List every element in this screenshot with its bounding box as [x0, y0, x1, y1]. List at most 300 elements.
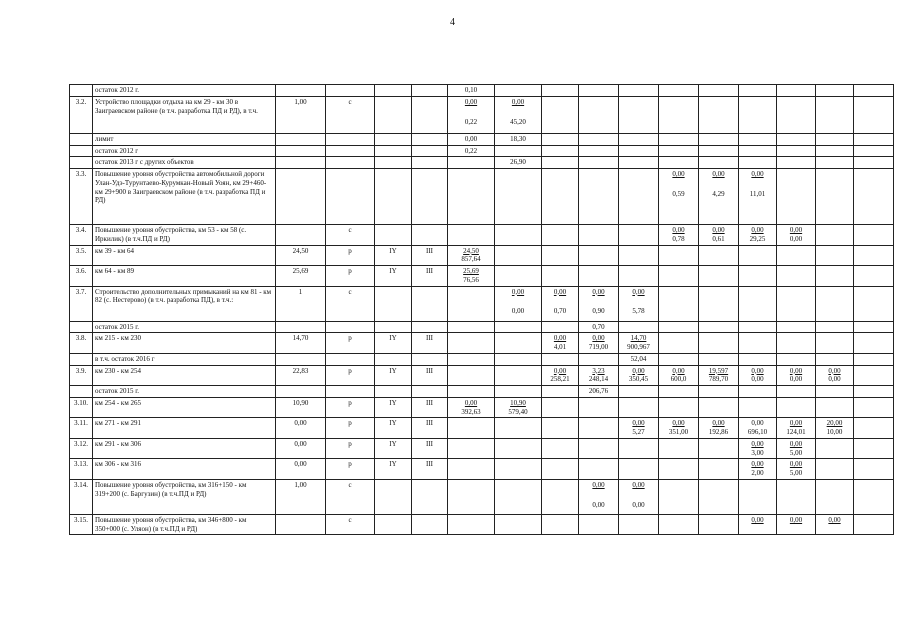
- year-value-cell: [777, 225, 816, 246]
- year-value-cell: [579, 266, 619, 287]
- year-value-cell: [777, 266, 816, 287]
- year-value-cell: [579, 245, 619, 266]
- year-value-cell: [816, 145, 854, 157]
- year-value-cell: [542, 225, 579, 246]
- value-text: 0,00: [464, 134, 478, 143]
- description-cell: км 230 - км 254: [93, 365, 276, 386]
- year-value-cell: [659, 397, 699, 418]
- row-number-cell: 3.8.: [70, 333, 93, 354]
- value-text: [701, 179, 736, 190]
- value-text: 0,70: [553, 307, 567, 316]
- row-number-cell: 3.14.: [70, 479, 93, 514]
- value-text: 4,29: [712, 189, 725, 198]
- year-value-cell: [777, 333, 816, 354]
- year-value-cell: [542, 145, 579, 157]
- value-text: 0,00: [712, 226, 725, 234]
- value-text: 45,20: [510, 117, 526, 126]
- description-cell: км 254 - км 265: [93, 397, 276, 418]
- year-value-cell: [699, 459, 739, 480]
- value-text: 0,00: [464, 398, 478, 407]
- category-cell: [375, 286, 412, 321]
- year-value-cell: [816, 514, 854, 535]
- description-cell: Повышение уровня обустройства, км 53 - км 58 (с. Иркилик) (в т.ч.ПД и РД): [93, 225, 276, 246]
- year-value-cell: [739, 266, 777, 287]
- year-value-cell: [619, 333, 659, 354]
- year-value-cell: [619, 418, 659, 439]
- value-text: 0,00: [789, 375, 803, 384]
- year-value-cell: [448, 418, 495, 439]
- year-value-cell: [448, 85, 495, 97]
- year-value-cell: [619, 386, 659, 398]
- category-cell: [375, 169, 412, 225]
- year-value-cell: [448, 145, 495, 157]
- value-text: 0,00: [464, 97, 478, 106]
- year-value-cell: [542, 133, 579, 145]
- category-cell: IY: [375, 418, 412, 439]
- year-value-cell: [619, 353, 659, 365]
- value-text: 24,50: [463, 246, 479, 255]
- year-value-cell: [816, 365, 854, 386]
- category-cell: [375, 145, 412, 157]
- year-value-cell: [777, 157, 816, 169]
- year-value-cell: [579, 157, 619, 169]
- year-value-cell: [619, 157, 659, 169]
- year-value-cell: [495, 133, 542, 145]
- length-cell: [276, 225, 326, 246]
- value-text: 0,00: [712, 419, 725, 428]
- description-cell: км 271 - км 291: [93, 418, 276, 439]
- category-after-cell: III: [412, 333, 448, 354]
- year-value-cell: [542, 266, 579, 287]
- length-cell: [276, 133, 326, 145]
- year-value-cell: [854, 514, 894, 535]
- table-row: [70, 133, 894, 145]
- value-text: 0,00: [592, 287, 605, 296]
- description-cell: остаток 2015 г.: [93, 386, 276, 398]
- year-value-cell: [619, 169, 659, 225]
- year-value-cell: [495, 397, 542, 418]
- description-cell: Повышение уровня обустройства, км 346+800 - км 350+000 (с. Уляон) (в т.ч.ПД и РД): [93, 514, 276, 535]
- year-value-cell: [777, 438, 816, 459]
- table-row: [70, 225, 894, 246]
- year-value-cell: [495, 169, 542, 225]
- value-text: 0,00: [511, 307, 525, 316]
- row-number-cell: 3.10.: [70, 397, 93, 418]
- row-number-cell: 3.13.: [70, 459, 93, 480]
- length-cell: [276, 353, 326, 365]
- value-text: 10,00: [826, 428, 843, 436]
- description-cell: остаток 2012 г: [93, 145, 276, 157]
- year-value-cell: [448, 514, 495, 535]
- year-value-cell: [854, 169, 894, 225]
- value-text: 26,90: [510, 158, 526, 167]
- category-after-cell: [412, 386, 448, 398]
- category-cell: IY: [375, 459, 412, 480]
- work-type-cell: [326, 386, 375, 398]
- category-after-cell: III: [412, 459, 448, 480]
- year-value-cell: [739, 245, 777, 266]
- year-value-cell: [659, 353, 699, 365]
- row-number-cell: 3.6.: [70, 266, 93, 287]
- year-value-cell: [816, 245, 854, 266]
- category-cell: IY: [375, 333, 412, 354]
- value-text: [581, 296, 616, 307]
- year-value-cell: [854, 266, 894, 287]
- value-text: 0,70: [592, 322, 605, 331]
- category-after-cell: III: [412, 418, 448, 439]
- year-value-cell: [777, 514, 816, 535]
- row-number-cell: [70, 321, 93, 333]
- work-type-cell: [326, 85, 375, 97]
- work-type-cell: [326, 145, 375, 157]
- year-value-cell: [495, 145, 542, 157]
- table-row: [70, 479, 894, 514]
- year-value-cell: [619, 133, 659, 145]
- value-text: 5,00: [789, 448, 803, 457]
- year-value-cell: [579, 96, 619, 133]
- year-value-cell: [448, 96, 495, 133]
- year-value-cell: [448, 321, 495, 333]
- year-value-cell: [619, 321, 659, 333]
- value-text: 0,00: [828, 366, 841, 375]
- year-value-cell: [619, 479, 659, 514]
- value-text: 0,00: [511, 97, 525, 106]
- description-cell: Устройство площадки отдыха на км 29 - км 30 в Заиграевском районе (в т.ч. разработка ПД и РД), в т.ч.: [93, 96, 276, 133]
- value-text: 0,22: [464, 117, 478, 126]
- year-value-cell: [854, 479, 894, 514]
- value-text: 0,22: [464, 146, 478, 155]
- year-value-cell: [854, 333, 894, 354]
- row-number-cell: [70, 133, 93, 145]
- value-text: 0,00: [632, 366, 645, 375]
- year-value-cell: [739, 333, 777, 354]
- table-row: [70, 418, 894, 439]
- category-cell: [375, 386, 412, 398]
- value-text: 20,00: [826, 419, 843, 428]
- category-cell: [375, 85, 412, 97]
- category-after-cell: [412, 225, 448, 246]
- category-after-cell: [412, 479, 448, 514]
- value-text: 0,00: [553, 366, 567, 375]
- year-value-cell: [542, 96, 579, 133]
- value-text: 0,00: [828, 375, 841, 384]
- year-value-cell: [495, 353, 542, 365]
- category-cell: [375, 157, 412, 169]
- value-text: 2,00: [751, 469, 764, 477]
- value-text: 4,01: [553, 343, 567, 351]
- category-cell: IY: [375, 266, 412, 287]
- value-text: 0,00: [511, 287, 525, 296]
- work-type-cell: р: [326, 333, 375, 354]
- table-row: [70, 459, 894, 480]
- year-value-cell: [448, 333, 495, 354]
- year-value-cell: [579, 85, 619, 97]
- row-number-cell: [70, 145, 93, 157]
- length-cell: [276, 145, 326, 157]
- year-value-cell: [619, 514, 659, 535]
- year-value-cell: [542, 321, 579, 333]
- description-cell: остаток 2015 г.: [93, 321, 276, 333]
- year-value-cell: [777, 386, 816, 398]
- category-cell: [375, 479, 412, 514]
- value-text: 0,00: [632, 500, 645, 509]
- year-value-cell: [495, 333, 542, 354]
- year-value-cell: [699, 321, 739, 333]
- year-value-cell: [659, 169, 699, 225]
- year-value-cell: [542, 333, 579, 354]
- year-value-cell: [542, 386, 579, 398]
- length-cell: [276, 321, 326, 333]
- year-value-cell: [495, 96, 542, 133]
- year-value-cell: [739, 133, 777, 145]
- year-value-cell: [816, 96, 854, 133]
- year-value-cell: [699, 145, 739, 157]
- description-cell: в т.ч. остаток 2016 г: [93, 353, 276, 365]
- category-after-cell: [412, 133, 448, 145]
- year-value-cell: [579, 286, 619, 321]
- year-value-cell: [448, 438, 495, 459]
- category-after-cell: III: [412, 397, 448, 418]
- value-text: 19,597: [708, 366, 729, 375]
- value-text: 0,00: [789, 234, 803, 243]
- year-value-cell: [777, 85, 816, 97]
- year-value-cell: [659, 438, 699, 459]
- year-value-cell: [619, 365, 659, 386]
- year-value-cell: [579, 397, 619, 418]
- year-value-cell: [542, 514, 579, 535]
- year-value-cell: [542, 169, 579, 225]
- year-value-cell: [816, 353, 854, 365]
- year-value-cell: [448, 266, 495, 287]
- value-text: 5,78: [632, 307, 645, 316]
- year-value-cell: [579, 418, 619, 439]
- work-type-cell: р: [326, 245, 375, 266]
- year-value-cell: [448, 169, 495, 225]
- year-value-cell: [739, 85, 777, 97]
- year-value-cell: [777, 133, 816, 145]
- year-value-cell: [699, 386, 739, 398]
- year-value-cell: [854, 386, 894, 398]
- year-value-cell: [739, 157, 777, 169]
- value-text: 0,00: [632, 480, 645, 489]
- value-text: 0,00: [789, 439, 803, 448]
- category-after-cell: [412, 96, 448, 133]
- year-value-cell: [854, 321, 894, 333]
- value-text: 350,45: [628, 375, 649, 384]
- year-value-cell: [495, 514, 542, 535]
- value-text: 900,967: [627, 343, 650, 351]
- length-cell: 14,70: [276, 333, 326, 354]
- value-text: 0,00: [751, 366, 764, 375]
- value-text: 0,00: [712, 170, 725, 178]
- year-value-cell: [816, 85, 854, 97]
- value-text: 0,00: [751, 419, 764, 428]
- category-after-cell: III: [412, 438, 448, 459]
- table-row: [70, 438, 894, 459]
- year-value-cell: [495, 321, 542, 333]
- year-value-cell: [542, 157, 579, 169]
- year-value-cell: [619, 245, 659, 266]
- year-value-cell: [777, 321, 816, 333]
- year-value-cell: [739, 459, 777, 480]
- work-type-cell: с: [326, 479, 375, 514]
- year-value-cell: [816, 479, 854, 514]
- year-value-cell: [854, 145, 894, 157]
- value-text: 0,00: [789, 366, 803, 375]
- year-value-cell: [448, 365, 495, 386]
- year-value-cell: [495, 266, 542, 287]
- value-text: 600,0: [670, 375, 687, 384]
- value-text: [497, 296, 539, 307]
- work-type-cell: р: [326, 365, 375, 386]
- value-text: 76,56: [463, 275, 479, 284]
- year-value-cell: [579, 133, 619, 145]
- year-value-cell: [739, 386, 777, 398]
- year-value-cell: [739, 169, 777, 225]
- value-text: [741, 179, 774, 190]
- table-row: [70, 353, 894, 365]
- year-value-cell: [495, 438, 542, 459]
- year-value-cell: [777, 169, 816, 225]
- length-cell: 22,83: [276, 365, 326, 386]
- value-text: 0,00: [751, 439, 764, 448]
- length-cell: 0,00: [276, 459, 326, 480]
- value-text: 857,64: [461, 255, 481, 264]
- year-value-cell: [448, 353, 495, 365]
- year-value-cell: [699, 286, 739, 321]
- year-value-cell: [659, 96, 699, 133]
- year-value-cell: [619, 225, 659, 246]
- work-type-cell: с: [326, 225, 375, 246]
- category-after-cell: III: [412, 266, 448, 287]
- value-text: 0,00: [751, 226, 764, 234]
- year-value-cell: [495, 157, 542, 169]
- year-value-cell: [659, 333, 699, 354]
- value-text: 192,86: [708, 428, 729, 436]
- row-number-cell: 3.2.: [70, 96, 93, 133]
- year-value-cell: [448, 479, 495, 514]
- table-row: [70, 365, 894, 386]
- category-after-cell: [412, 286, 448, 321]
- value-text: 10,90: [510, 398, 526, 407]
- year-value-cell: [699, 96, 739, 133]
- work-type-cell: р: [326, 266, 375, 287]
- value-text: 52,04: [630, 354, 647, 363]
- year-value-cell: [579, 225, 619, 246]
- year-value-cell: [619, 286, 659, 321]
- year-value-cell: [448, 386, 495, 398]
- value-text: 0,00: [751, 375, 764, 384]
- category-after-cell: [412, 321, 448, 333]
- year-value-cell: [579, 479, 619, 514]
- value-text: 392,63: [461, 407, 481, 416]
- year-value-cell: [542, 85, 579, 97]
- year-value-cell: [542, 397, 579, 418]
- category-after-cell: [412, 145, 448, 157]
- year-value-cell: [777, 145, 816, 157]
- category-cell: [375, 321, 412, 333]
- year-value-cell: [854, 286, 894, 321]
- value-text: [497, 107, 539, 118]
- year-value-cell: [777, 365, 816, 386]
- year-value-cell: [816, 418, 854, 439]
- year-value-cell: [659, 514, 699, 535]
- category-after-cell: [412, 85, 448, 97]
- value-text: 0,00: [751, 460, 764, 469]
- year-value-cell: [777, 286, 816, 321]
- description-cell: км 291 - км 306: [93, 438, 276, 459]
- category-after-cell: III: [412, 245, 448, 266]
- value-text: 18,30: [510, 134, 526, 143]
- value-text: [621, 490, 656, 501]
- year-value-cell: [816, 321, 854, 333]
- year-value-cell: [816, 286, 854, 321]
- category-after-cell: [412, 169, 448, 225]
- value-text: 0,00: [592, 334, 605, 343]
- year-value-cell: [448, 133, 495, 145]
- year-value-cell: [619, 96, 659, 133]
- work-type-cell: [326, 353, 375, 365]
- year-value-cell: [816, 438, 854, 459]
- value-text: [661, 179, 696, 190]
- row-number-cell: 3.15.: [70, 514, 93, 535]
- value-text: 0,00: [592, 480, 605, 489]
- value-text: 0,78: [672, 234, 685, 243]
- category-after-cell: [412, 157, 448, 169]
- year-value-cell: [699, 266, 739, 287]
- value-text: 696,10: [747, 428, 768, 436]
- year-value-cell: [816, 386, 854, 398]
- table-row: [70, 333, 894, 354]
- year-value-cell: [495, 386, 542, 398]
- value-text: 29,25: [749, 234, 766, 243]
- year-value-cell: [816, 333, 854, 354]
- length-cell: 24,50: [276, 245, 326, 266]
- year-value-cell: [777, 96, 816, 133]
- year-value-cell: [854, 157, 894, 169]
- year-value-cell: [854, 225, 894, 246]
- value-text: 3,00: [751, 448, 764, 457]
- description-cell: остаток 2012 г.: [93, 85, 276, 97]
- category-cell: [375, 514, 412, 535]
- value-text: 789,70: [708, 375, 729, 384]
- year-value-cell: [659, 321, 699, 333]
- description-cell: Повышение уровня обустройства автомобильной дороги Улан-Удэ-Турунтаево-Курумкан-Новый Уоян, км 29+460- км 29+900 в Заиграевском районе (в т.ч. разработка ПД и РД): [93, 169, 276, 225]
- year-value-cell: [579, 438, 619, 459]
- value-text: 0,59: [672, 189, 685, 198]
- year-value-cell: [659, 459, 699, 480]
- year-value-cell: [619, 459, 659, 480]
- year-value-cell: [659, 133, 699, 145]
- year-value-cell: [619, 85, 659, 97]
- year-value-cell: [659, 145, 699, 157]
- year-value-cell: [699, 157, 739, 169]
- value-text: [621, 296, 656, 307]
- length-cell: [276, 514, 326, 535]
- year-value-cell: [739, 438, 777, 459]
- row-number-cell: 3.5.: [70, 245, 93, 266]
- year-value-cell: [659, 418, 699, 439]
- page-number: 4: [450, 17, 455, 28]
- year-value-cell: [495, 225, 542, 246]
- year-value-cell: [777, 459, 816, 480]
- length-cell: 1,00: [276, 479, 326, 514]
- year-value-cell: [699, 225, 739, 246]
- year-value-cell: [579, 169, 619, 225]
- year-value-cell: [739, 397, 777, 418]
- year-value-cell: [659, 365, 699, 386]
- value-text: 351,00: [668, 428, 689, 436]
